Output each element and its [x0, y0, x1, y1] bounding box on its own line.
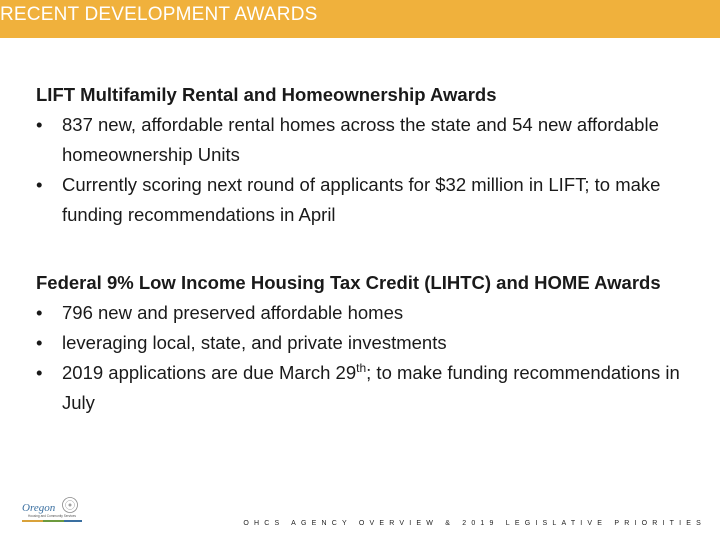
bullet-dot: • [36, 174, 43, 195]
list-item [36, 358, 686, 418]
oregon-seal-icon [18, 496, 86, 526]
bullet-dot: • [36, 114, 43, 135]
list-item [36, 110, 686, 170]
bullet-text: Currently scoring next round of applicants for $32 million in LIFT; to make funding recommendations in April [62, 174, 661, 225]
bullet-dot: • [36, 362, 43, 383]
slide-title: RECENT DEVELOPMENT AWARDS [0, 4, 318, 25]
ordinal-suffix: th [356, 361, 367, 375]
bullet-text: 837 new, affordable rental homes across the state and 54 new affordable homeownership Units [62, 114, 659, 165]
section-heading-lift: LIFT Multifamily Rental and Homeownership Awards [36, 84, 497, 105]
list-item [36, 328, 686, 358]
header-bar [0, 0, 720, 38]
bullet-text: 796 new and preserved affordable homes [62, 302, 404, 323]
logo-subtext: Housing and Community Services [28, 514, 77, 518]
section-heading-lihtc: Federal 9% Low Income Housing Tax Credit (LIHTC) and HOME Awards [36, 272, 661, 293]
list-item [36, 170, 686, 230]
bullet-text: leveraging local, state, and private investments [62, 332, 447, 353]
list-item [36, 298, 686, 328]
slide-content [36, 80, 686, 418]
logo-wordmark: Oregon [22, 502, 56, 514]
bullet-dot: • [36, 332, 43, 353]
bullet-list-lift [36, 110, 686, 230]
oregon-housing-logo [18, 496, 86, 526]
section-spacer [36, 230, 686, 268]
footer-text: OHCS AGENCY OVERVIEW & 2019 LEGISLATIVE PRIORITIES [243, 520, 706, 527]
bullet-text: 2019 applications are due March 29th; to make funding recommendations in July [62, 361, 680, 413]
bullet-dot: • [36, 302, 43, 323]
bullet-list-lihtc [36, 298, 686, 418]
